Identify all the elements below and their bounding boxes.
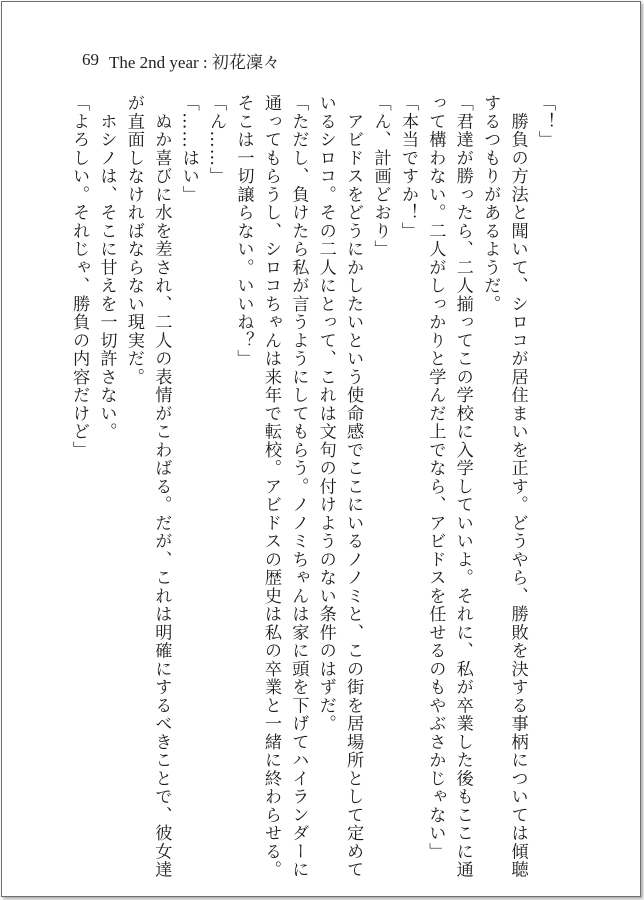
text-line: そこは一切譲らない。いいね？」 bbox=[233, 94, 254, 368]
text-line: ホシノは、そこに甘えを一切許さない。 bbox=[96, 94, 117, 441]
text-line: 「ん、計画どおり」 bbox=[370, 94, 391, 259]
text-line: 「……はい」 bbox=[178, 94, 199, 204]
text-line: 「ん……」 bbox=[206, 94, 227, 186]
running-header bbox=[82, 47, 280, 73]
text-line: 勝負の方法と聞いて、シロコが居住まいを正す。どうやら、勝敗を決する事柄については傾聴 bbox=[507, 94, 528, 879]
text-line: 「ただし、負けたら私が言うようにしてもらう。ノノミちゃんは家に頭を下げてハイランダーに bbox=[288, 94, 309, 879]
text-line: 「君達が勝ったら、二人揃ってこの学校に入学していいよ。それに、私が卒業した後もここに通 bbox=[452, 94, 473, 879]
vertical-body-text bbox=[69, 94, 558, 879]
book-page bbox=[1, 1, 641, 897]
text-line: 通ってもらうし、シロコちゃんは来年で転校。アビドスの歴史は私の卒業と一緒に終わらせる。 bbox=[260, 94, 281, 879]
chapter-title: The 2nd year : 初花凜々 bbox=[109, 52, 280, 72]
text-line: って構わない。二人がしっかりと学んだ上でなら、アビドスを任せるのもやぶさかじゃない」 bbox=[425, 94, 446, 861]
text-line: が直面しなければならない現実だ。 bbox=[123, 94, 144, 386]
text-line: 「！」 bbox=[535, 94, 555, 149]
text-line: ぬか喜びに水を差され、二人の表情がこわばる。だが、これは明確にするべきことで、彼女達 bbox=[151, 94, 172, 879]
page-number: 69 bbox=[82, 50, 99, 69]
text-line: 「本当ですか！」 bbox=[397, 94, 418, 240]
text-line: いるシロコ。その二人にとって、これは文句の付けようのない条件のはずだ。 bbox=[315, 94, 336, 733]
text-line: アビドスをどうにかしたいという使命感でここにいるノノミと、この街を居場所として定めて bbox=[343, 94, 364, 879]
text-line: するつもりがあるようだ。 bbox=[480, 94, 501, 313]
text-line: 「よろしい。それじゃ、勝負の内容だけど」 bbox=[69, 94, 90, 459]
